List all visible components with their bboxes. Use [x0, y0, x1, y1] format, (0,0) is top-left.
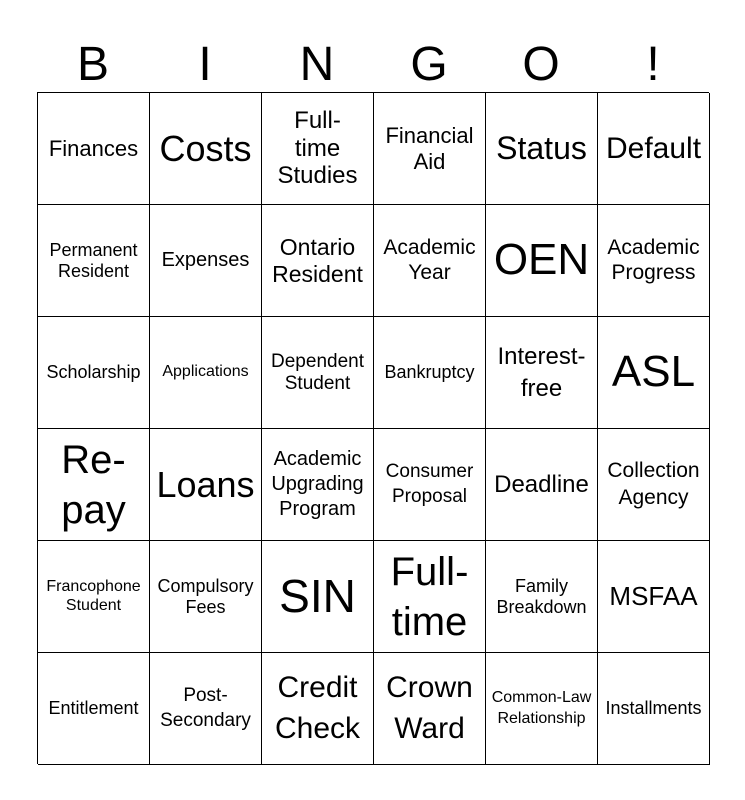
cell-label: Credit Check: [274, 671, 361, 745]
bingo-board: [37, 92, 709, 764]
bingo-cell-installments[interactable]: [598, 653, 710, 765]
header-letter-g: G: [410, 38, 448, 91]
cell-label: Loans: [156, 463, 255, 505]
bingo-cell-default[interactable]: [598, 93, 710, 205]
bingo-cell-academic-upgrading-program[interactable]: [262, 429, 374, 541]
cell-label: Deadline: [494, 470, 589, 498]
bingo-cell-finances[interactable]: [38, 93, 150, 205]
cell-label: Crown Ward: [386, 671, 473, 745]
bingo-cell-compulsory-fees[interactable]: [150, 541, 262, 653]
bingo-cell-expenses[interactable]: [150, 205, 262, 317]
bingo-cell-costs[interactable]: [150, 93, 262, 205]
bingo-cell-academic-progress[interactable]: [598, 205, 710, 317]
cell-label: Academic Progress: [607, 236, 700, 284]
cell-label: Re-pay: [61, 437, 126, 532]
bingo-cell-full-time-studies[interactable]: [262, 93, 374, 205]
bingo-cell-credit-check[interactable]: [262, 653, 374, 765]
cell-label: Family Breakdown: [496, 575, 587, 617]
cell-label: Academic Upgrading Program: [271, 448, 364, 520]
cell-label: Default: [605, 132, 702, 165]
bingo-cell-ontario-resident[interactable]: [262, 205, 374, 317]
header-letter-o: O: [522, 38, 560, 91]
cell-label: SIN: [279, 570, 356, 623]
bingo-cell-financial-aid[interactable]: [374, 93, 486, 205]
cell-label: Applications: [162, 363, 249, 381]
cell-label: Ontario Resident: [272, 234, 363, 287]
cell-label: Permanent Resident: [49, 239, 138, 281]
bingo-cell-re-pay[interactable]: [38, 429, 150, 541]
bingo-header: [37, 38, 709, 92]
cell-label: Scholarship: [46, 362, 141, 383]
bingo-cell-scholarship[interactable]: [38, 317, 150, 429]
bingo-cell-status[interactable]: [486, 93, 598, 205]
header-letter-exclamation: !: [646, 38, 660, 91]
bingo-cell-full-time[interactable]: [374, 541, 486, 653]
bingo-cell-sin[interactable]: [262, 541, 374, 653]
cell-label: Dependent Student: [271, 350, 364, 394]
cell-label: OEN: [493, 235, 590, 285]
cell-label: Common-Law Relationship: [491, 688, 592, 727]
cell-label: Francophone Student: [46, 578, 141, 614]
bingo-cell-consumer-proposal[interactable]: [374, 429, 486, 541]
bingo-cell-bankruptcy[interactable]: [374, 317, 486, 429]
bingo-cell-common-law-relationship[interactable]: [486, 653, 598, 765]
bingo-cell-interest-free[interactable]: [486, 317, 598, 429]
bingo-cell-entitlement[interactable]: [38, 653, 150, 765]
bingo-cell-collection-agency[interactable]: [598, 429, 710, 541]
header-letter-n: N: [299, 38, 335, 91]
cell-label: Costs: [159, 127, 252, 169]
bingo-cell-oen[interactable]: [486, 205, 598, 317]
cell-label: Financial Aid: [385, 123, 474, 174]
cell-label: MSFAA: [609, 580, 698, 611]
cell-label: Consumer Proposal: [385, 460, 474, 507]
cell-label: Entitlement: [48, 698, 139, 719]
cell-label: Academic Year: [383, 236, 476, 284]
cell-label: Full-time: [390, 549, 469, 644]
cell-label: Interest-free: [497, 343, 586, 402]
bingo-cell-post-secondary[interactable]: [150, 653, 262, 765]
cell-label: Full-time Studies: [277, 107, 358, 190]
cell-label: Bankruptcy: [384, 362, 475, 383]
cell-label: Installments: [605, 698, 702, 719]
bingo-cell-loans[interactable]: [150, 429, 262, 541]
bingo-cell-crown-ward[interactable]: [374, 653, 486, 765]
bingo-cell-dependent-student[interactable]: [262, 317, 374, 429]
cell-label: Post-Secondary: [160, 684, 251, 731]
bingo-cell-francophone-student[interactable]: [38, 541, 150, 653]
bingo-cell-asl[interactable]: [598, 317, 710, 429]
bingo-cell-deadline[interactable]: [486, 429, 598, 541]
cell-label: Finances: [48, 135, 139, 161]
header-letter-b: B: [76, 38, 109, 91]
bingo-cell-permanent-resident[interactable]: [38, 205, 150, 317]
cell-label: Expenses: [161, 249, 250, 271]
cell-label: Collection Agency: [607, 459, 700, 509]
cell-label: ASL: [611, 347, 696, 397]
bingo-cell-family-breakdown[interactable]: [486, 541, 598, 653]
header-letter-i: I: [198, 38, 212, 91]
bingo-cell-msfaa[interactable]: [598, 541, 710, 653]
cell-label: Compulsory Fees: [157, 575, 254, 617]
bingo-cell-applications[interactable]: [150, 317, 262, 429]
bingo-cell-academic-year[interactable]: [374, 205, 486, 317]
cell-label: Status: [496, 130, 587, 167]
